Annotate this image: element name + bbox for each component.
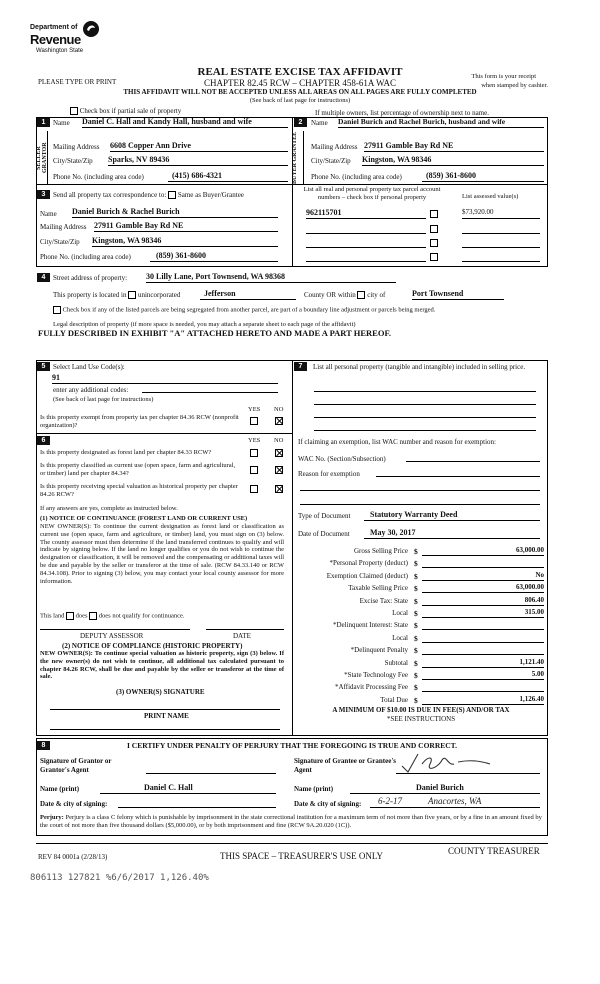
unincorporated-label: unincorporated	[137, 291, 181, 299]
tax-row-value[interactable]: 63,000.00	[422, 546, 544, 556]
buyer-grantee-label: BUYER GRANTEE	[292, 131, 298, 185]
personal-property-checkbox-1[interactable]	[430, 210, 438, 218]
corr-addr-label: Mailing Address	[40, 223, 87, 231]
corr-phone-label: Phone No. (including area code)	[40, 253, 131, 261]
historic-question: Is this property receiving special valuation as historical property per chapter 84.26 RCW?	[40, 483, 238, 498]
historic-no-checkbox[interactable]	[275, 485, 283, 493]
tax-row-dollar: $	[414, 646, 418, 656]
doc-type[interactable]: Statutory Warranty Deed	[364, 510, 540, 521]
doc-date[interactable]: May 30, 2017	[364, 528, 540, 539]
current-use-no-checkbox[interactable]	[275, 466, 283, 474]
county-name[interactable]: Jefferson	[200, 289, 296, 300]
exempt-question: Is this property exempt from property tax per chapter 84.36 RCW (nonprofit organization)?	[40, 414, 239, 429]
tax-row-label: Gross Selling Price	[353, 547, 408, 555]
corr-address[interactable]: 27911 Gamble Bay Rd NE	[94, 221, 278, 232]
parcel-acct-blank-4[interactable]	[306, 252, 426, 262]
notice-continuance-body: NEW OWNER(S): To continue the current designation as forest land or classification as current use (open space, farm and agriculture, or timber) land, you must sign on (3) below. The county assessor must then determine if the land transferred continues to qualify and will indicate by signing below. If the land no longer qualifies or you do not wish to continue the designation or classification, it will be removed and the compensating or additional taxes will be due and payable by the seller or transferor at the time of sale. (RCW 84.33.140 or RCW 84.34.108). Prior to signing (3) below, you may contact your local county assessor for more information.	[40, 523, 284, 585]
owner-signature-label: (3) OWNER(S) SIGNATURE	[116, 688, 205, 696]
additional-codes-field[interactable]	[142, 384, 278, 393]
seller-grantor-label: SELLER GRANTOR	[36, 142, 48, 174]
seller-addr-label: Mailing Address	[53, 143, 100, 151]
grantor-date-label: Date & city of signing:	[40, 800, 108, 808]
logo-dept-line3: Washington State	[36, 48, 84, 54]
grantee-date-label: Date & city of signing:	[294, 800, 362, 808]
exempt-no-checkbox[interactable]	[275, 417, 283, 425]
certify-statement: I CERTIFY UNDER PENALTY OF PERJURY THAT THE FOREGOING IS TRUE AND CORRECT.	[126, 741, 457, 750]
grantee-signing-city: Anacortes, WA	[428, 796, 482, 806]
multiple-owners-note: If multiple owners, list percentage of ownership next to name.	[315, 109, 489, 117]
seller-city-label: City/State/Zip	[53, 157, 93, 165]
this-land-label: This land	[40, 612, 65, 620]
tax-row-value[interactable]: No	[422, 571, 544, 581]
city-of-label: city of	[367, 291, 386, 299]
buyer-name-label: Name	[311, 119, 328, 127]
segregated-label: Check box if any of the listed parcels are being segregated from another parcel, are part of a boundary line adjustment or parcels being merged.	[62, 306, 436, 314]
section-3-number: 3	[37, 190, 50, 199]
doc-date-label: Date of Document	[298, 530, 350, 538]
receipt-note-1: This form is your receipt	[471, 73, 536, 80]
assessor-date-label: DATE	[233, 632, 251, 640]
grantor-signature-field[interactable]	[146, 764, 276, 774]
county-within-label: County OR within	[304, 291, 356, 299]
tax-row-dollar: $	[414, 621, 418, 631]
see-back-note: (See back of last page for instructions)	[249, 97, 351, 104]
parcel-acct-blank-2[interactable]	[306, 224, 426, 234]
assessed-blank-3[interactable]	[462, 238, 540, 248]
grantee-signature-field[interactable]	[396, 764, 540, 774]
tax-row-value[interactable]: 1,126.40	[422, 695, 544, 705]
claiming-exemption-label: If claiming an exemption, list WAC number and reason for exemption:	[298, 438, 496, 446]
section-6-number: 6	[37, 436, 50, 445]
chapter-line: CHAPTER 82.45 RCW – CHAPTER 458-61A WAC	[204, 78, 396, 88]
seller-phone-label: Phone No. (including area code)	[53, 173, 144, 181]
s6-yes-label: YES	[248, 437, 261, 444]
exempt-yes-checkbox[interactable]	[250, 417, 258, 425]
tax-row-value[interactable]: 1,121.40	[422, 658, 544, 668]
grantee-name-label: Name (print)	[294, 785, 334, 793]
assessed-blank-4[interactable]	[462, 252, 540, 262]
personal-property-line-3[interactable]	[314, 409, 536, 418]
s6-no-label: NO	[274, 437, 284, 444]
tax-row-label: *Personal Property (deduct)	[329, 559, 408, 568]
parcel-acct-blank-3[interactable]	[306, 238, 426, 248]
wac-label: WAC No. (Section/Subsection)	[298, 455, 386, 463]
personal-property-checkbox-3[interactable]	[430, 239, 438, 247]
corr-name-label: Name	[40, 210, 57, 218]
personal-property-list-label: List all personal property (tangible and intangible) included in selling price.	[313, 363, 526, 371]
deputy-assessor-label: DEPUTY ASSESSOR	[80, 632, 144, 640]
located-label: This property is located in	[53, 291, 127, 299]
personal-property-checkbox-4[interactable]	[430, 253, 438, 261]
reason-field-3[interactable]	[300, 496, 540, 505]
tax-row-dollar: $	[414, 658, 418, 668]
parcel-acct-number[interactable]: 962115701	[306, 208, 426, 219]
wac-field[interactable]	[406, 453, 540, 462]
partial-sale-row	[70, 107, 181, 115]
tax-row-label: Subtotal	[384, 658, 408, 667]
tax-row-dollar: $	[414, 695, 418, 705]
unincorporated-checkbox[interactable]	[128, 291, 136, 299]
section-7-number: 7	[294, 362, 307, 371]
seller-phone[interactable]: (415) 686-4321	[168, 171, 288, 182]
tax-row-value[interactable]	[422, 645, 544, 655]
send-correspondence-label: Send all property tax correspondence to:	[53, 191, 167, 199]
perjury-notice	[40, 814, 546, 830]
legal-desc-label: Legal description of property (if more space is needed, you may attach a separate sheet to each page of the affidavit)	[53, 321, 356, 328]
corr-name[interactable]: Daniel Burich & Rachel Burich	[72, 207, 278, 218]
assessed-value-header: List assessed value(s)	[462, 193, 519, 200]
if-any-yes: If any answers are yes, complete as instructed below.	[40, 505, 178, 512]
corr-phone[interactable]: (859) 361-8600	[150, 251, 278, 262]
perjury-text: Perjury is a class C felony which is punishable by imprisonment in the state correctional institution for a maximum term of not more than five years, or by a fine in an amount fixed by the court of not more than five thousand dollars ($5,000.00), or by both imprisonment and fine (RCW 9A.20.020 (1C)).	[40, 814, 542, 829]
tax-row-dollar: $	[414, 584, 418, 594]
street-address[interactable]: 30 Lilly Lane, Port Townsend, WA 98368	[146, 272, 396, 283]
tax-row-value[interactable]: 806.40	[422, 596, 544, 606]
section-4-number: 4	[37, 273, 50, 282]
logo-dept-line2: Revenue	[30, 32, 81, 47]
tax-row-label: Taxable Selling Price	[348, 584, 408, 593]
tax-row-value[interactable]	[422, 682, 544, 692]
land-does-checkbox[interactable]	[66, 612, 74, 620]
reason-label: Reason for exemption	[298, 470, 360, 478]
reason-field-2[interactable]	[300, 482, 540, 491]
current-use-question: Is this property classified as current use (open space, farm and agricultural, or timber) land per chapter 84.34?	[40, 462, 236, 477]
city-name[interactable]: Port Townsend	[412, 289, 504, 300]
forest-question: Is this property designated as forest land per chapter 84.33 RCW?	[40, 449, 212, 456]
forest-no-checkbox[interactable]	[275, 449, 283, 457]
buyer-name[interactable]: Daniel Burich and Rachel Burich, husband and wife	[338, 117, 544, 128]
land-use-code[interactable]: 91	[52, 373, 278, 384]
reason-field[interactable]	[376, 468, 540, 477]
tax-row-value[interactable]: 5.00	[422, 670, 544, 680]
corr-city-label: City/State/Zip	[40, 238, 80, 246]
personal-property-line-2[interactable]	[314, 396, 536, 405]
tax-row-dollar: $	[414, 596, 418, 606]
grantee-signature-label: Signature of Grantee or Grantee's Agent	[294, 757, 397, 774]
assessed-value[interactable]: $73,920.00	[462, 208, 540, 219]
partial-sale-checkbox[interactable]	[70, 107, 78, 115]
receipt-note-2: when stamped by cashier.	[481, 82, 548, 89]
does-not-label: does not qualify for continuance.	[98, 612, 185, 620]
section-2-number: 2	[294, 118, 307, 127]
grantor-name[interactable]: Daniel C. Hall	[100, 783, 276, 794]
personal-property-checkbox-2[interactable]	[430, 225, 438, 233]
county-treasurer-label: COUNTY TREASURER	[448, 846, 540, 856]
perjury-label: Perjury:	[40, 814, 64, 821]
tax-row-label: *State Technology Fee	[344, 671, 408, 679]
owner-signature-field[interactable]	[50, 700, 280, 710]
tax-row-dollar: $	[414, 609, 418, 618]
tax-row-label: Total Due	[380, 695, 408, 704]
grantor-name-label: Name (print)	[40, 785, 80, 793]
notice-continuance-title: (1) NOTICE OF CONTINUANCE (FOREST LAND OR CURRENT USE)	[40, 515, 248, 522]
tax-row-dollar: $	[414, 633, 418, 643]
tax-row-dollar: $	[414, 547, 418, 556]
buyer-addr-label: Mailing Address	[311, 143, 358, 151]
tax-row-label: Excise Tax: State	[359, 596, 408, 605]
forest-yes-checkbox[interactable]	[250, 449, 258, 457]
tax-row-value[interactable]: 63,000.00	[422, 583, 544, 593]
s5-yes-label: YES	[248, 406, 261, 413]
minimum-due-note: A MINIMUM OF $10.00 IS DUE IN FEE(S) AND/OR TAX	[332, 706, 510, 714]
grantee-signature-mark	[398, 752, 498, 774]
additional-codes-label: enter any additional codes:	[53, 386, 129, 394]
tax-row-value[interactable]	[422, 558, 544, 568]
land-use-seeback: (See back of last page for instructions)	[53, 396, 154, 403]
tax-row-label: Local	[392, 633, 408, 642]
tax-row-value[interactable]	[422, 620, 544, 630]
corr-city[interactable]: Kingston, WA 98346	[92, 236, 278, 247]
does-label: does	[75, 612, 88, 620]
notice-compliance-title: (2) NOTICE OF COMPLIANCE (HISTORIC PROPERTY)	[62, 642, 243, 650]
print-name-field[interactable]	[50, 722, 280, 730]
assessed-blank-2[interactable]	[462, 224, 540, 234]
land-use-label: Select Land Use Code(s):	[53, 363, 125, 371]
parcel-acct-header: List all real and personal property tax parcel account numbers – check box if personal property	[303, 186, 441, 201]
section-5-number: 5	[37, 362, 50, 371]
tax-row-value[interactable]: 315.00	[422, 608, 544, 618]
same-as-buyer-checkbox[interactable]	[168, 191, 176, 199]
acceptance-notice: THIS AFFIDAVIT WILL NOT BE ACCEPTED UNLESS ALL AREAS ON ALL PAGES ARE FULLY COMPLETED	[123, 88, 477, 96]
dor-logo	[30, 20, 100, 62]
buyer-phone[interactable]: (859) 361-8600	[422, 171, 544, 182]
logo-dept-line1: Department of	[30, 24, 78, 31]
tax-row-label: *Affidavit Processing Fee	[335, 683, 408, 692]
seller-address[interactable]: 6608 Copper Ann Drive	[110, 141, 288, 152]
seller-name-label: Name	[53, 119, 70, 127]
tax-row-label: *Delinquent Interest: State	[332, 621, 408, 630]
buyer-phone-label: Phone No. (including area code)	[311, 173, 402, 181]
please-type: PLEASE TYPE OR PRINT	[38, 78, 117, 86]
personal-property-line-4[interactable]	[314, 422, 536, 431]
tax-row-label: Exemption Claimed (deduct)	[326, 571, 408, 580]
tax-row-dollar: $	[414, 671, 418, 680]
grantee-signing-date: 6-2-17	[378, 796, 402, 806]
print-name-label: PRINT NAME	[144, 712, 189, 720]
grantee-name[interactable]: Daniel Burich	[350, 783, 540, 794]
legal-exhibit: FULLY DESCRIBED IN EXHIBIT "A" ATTACHED HERETO AND MADE A PART HEREOF.	[38, 328, 391, 338]
tax-row-label: *Delinquent Penalty	[350, 646, 408, 655]
street-label: Street address of property:	[53, 274, 128, 282]
grantor-signature-label: Signature of Grantor or Grantor's Agent	[40, 757, 112, 774]
treasurer-space-label: THIS SPACE – TREASURER'S USE ONLY	[220, 851, 384, 861]
tax-row-label: Local	[392, 609, 408, 617]
same-as-buyer-label: Same as Buyer/Grantee	[177, 191, 244, 199]
deputy-assessor-date[interactable]	[206, 620, 284, 630]
buyer-address[interactable]: 27911 Gamble Bay Rd NE	[364, 141, 544, 152]
notice-compliance-body: NEW OWNER(S): To continue special valuation as historic property, sign (3) below. If the new owner(s) do not wish to continue, all additional tax calculated pursuant to chapter 84.26 RCW, shall be due and payable by the seller or transferor at the time of sale.	[40, 650, 284, 681]
grantor-date-field[interactable]	[118, 798, 276, 808]
current-use-yes-checkbox[interactable]	[250, 466, 258, 474]
city-of-checkbox[interactable]	[357, 291, 365, 299]
tax-row-dollar: $	[414, 571, 418, 581]
treasurer-stamp: 806113 127821 %6/6/2017 1,126.40%	[30, 873, 209, 883]
partial-sale-label: Check box if partial sale of property	[79, 107, 182, 115]
deputy-assessor-signature[interactable]	[40, 620, 190, 630]
grantee-date-city[interactable]	[370, 796, 540, 808]
personal-property-line-1[interactable]	[314, 383, 536, 392]
tax-row-dollar: $	[414, 559, 418, 569]
tax-row-dollar: $	[414, 683, 418, 693]
seller-name[interactable]: Daniel C. Hall and Kandy Hall, husband and wife	[82, 117, 288, 128]
buyer-city-label: City/State/Zip	[311, 157, 351, 165]
form-revision: REV 84 0001a (2/28/13)	[38, 853, 108, 861]
segregated-checkbox[interactable]	[53, 306, 61, 314]
seller-city[interactable]: Sparks, NV 89436	[108, 155, 288, 166]
form-title: REAL ESTATE EXCISE TAX AFFIDAVIT	[197, 66, 403, 78]
s5-no-label: NO	[274, 406, 284, 413]
buyer-city[interactable]: Kingston, WA 98346	[362, 155, 544, 166]
dor-swirl-icon	[82, 20, 100, 38]
tax-row-value[interactable]	[422, 633, 544, 643]
see-instructions-note: *SEE INSTRUCTIONS	[386, 715, 456, 723]
land-does-not-checkbox[interactable]	[89, 612, 97, 620]
historic-yes-checkbox[interactable]	[250, 485, 258, 493]
section-1-number: 1	[37, 118, 50, 127]
doc-type-label: Type of Document	[298, 512, 351, 520]
section-8-number: 8	[37, 741, 50, 750]
